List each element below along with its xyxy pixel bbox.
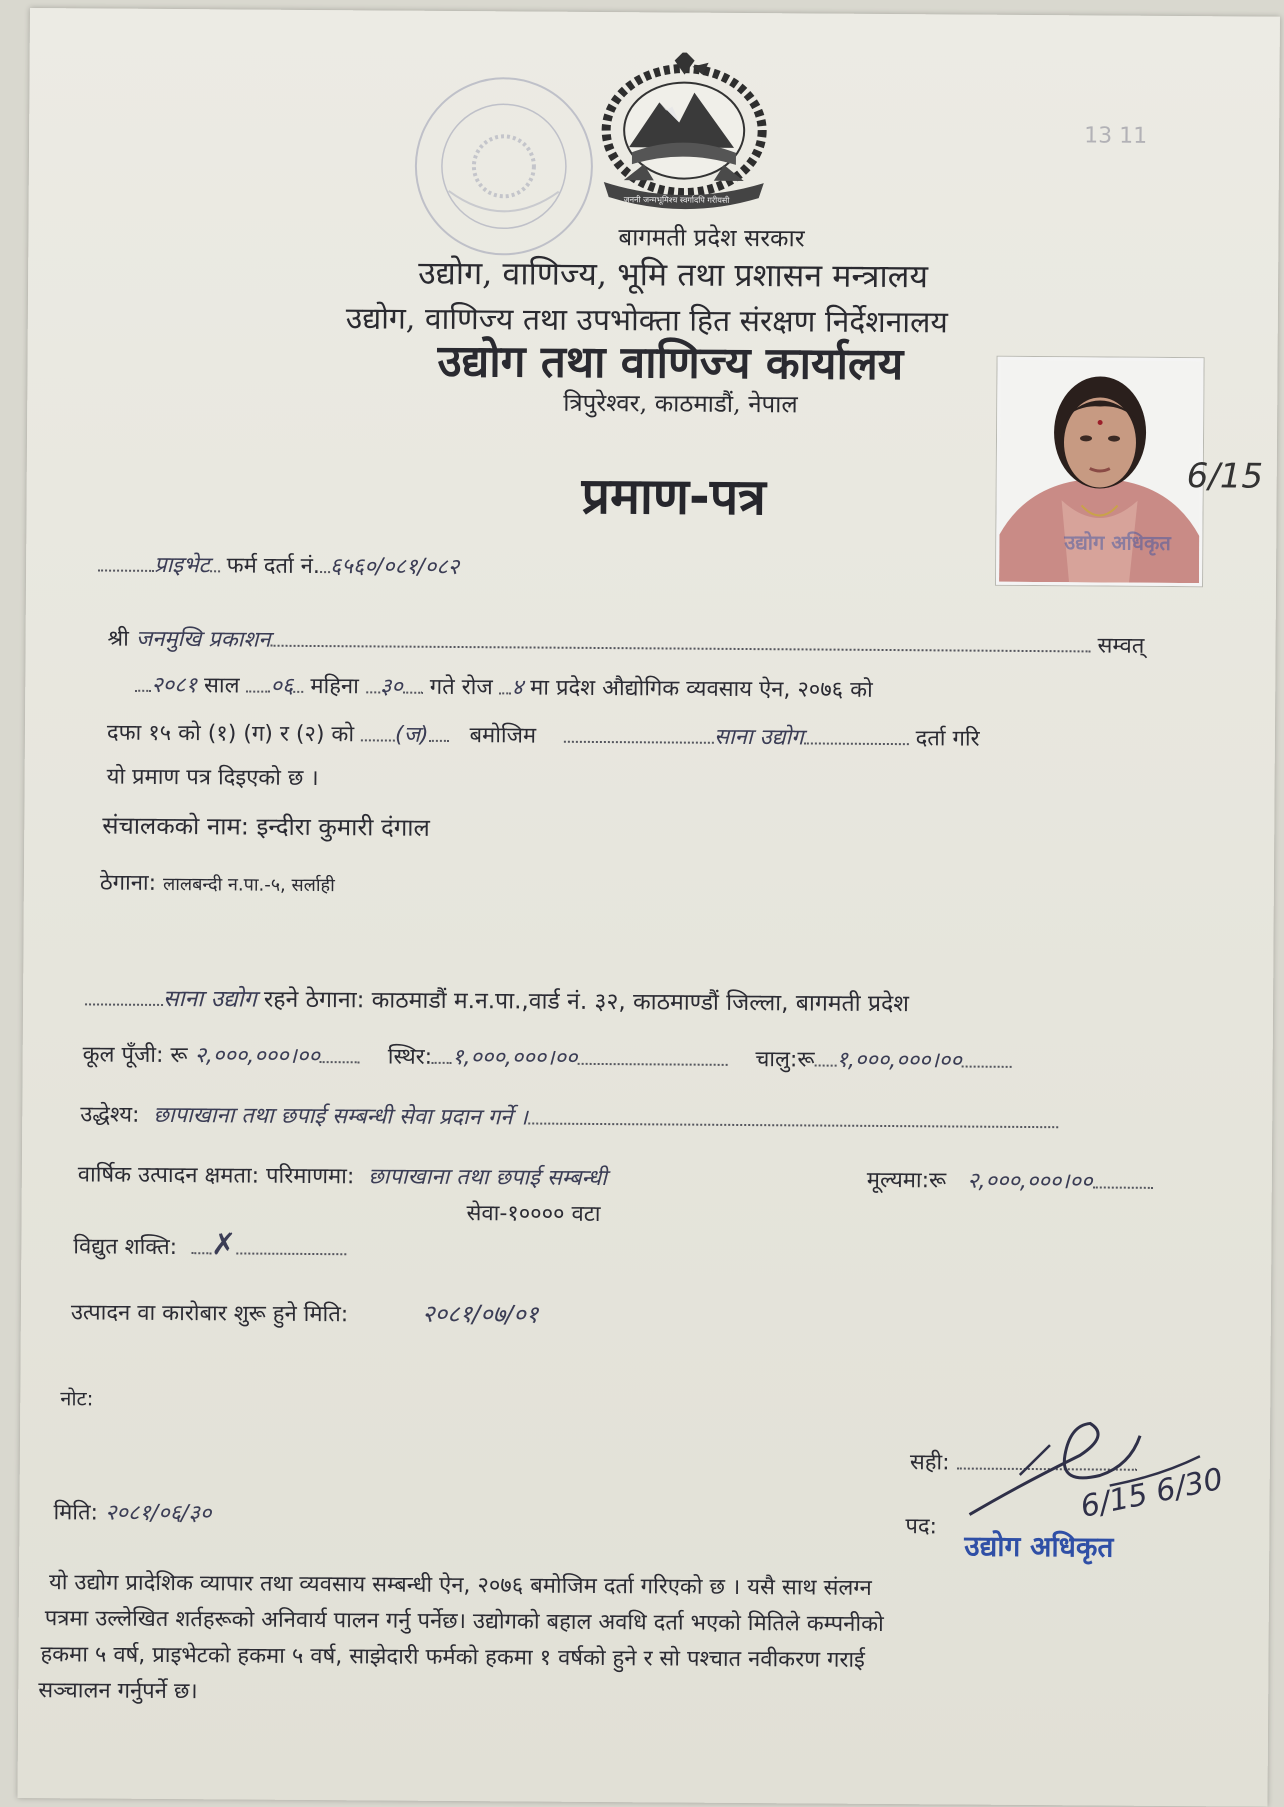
start-date-value: २०८१/०७/०१	[422, 1299, 539, 1329]
operator-address-label: ठेगाना:	[99, 870, 157, 896]
issue-line: यो प्रमाण पत्र दिइएको छ ।	[106, 764, 319, 792]
registration-label: फर्म दर्ता नं.	[226, 553, 321, 580]
firm-name: जनमुखि प्रकाशन	[135, 626, 271, 653]
location-line	[85, 980, 909, 1018]
weekday-value: ४	[511, 675, 524, 701]
industry-type: साना उद्योग	[714, 724, 804, 751]
registration-number: ६५६०/०८१/०८२	[329, 554, 460, 581]
emblem-motto: जननी जन्मभूमिश्च स्वर्गादपि गरीयसी	[623, 195, 730, 205]
issue-date-line	[53, 1496, 211, 1527]
office-seal	[408, 71, 599, 262]
objective-value: छापाखाना तथा छपाई सम्बन्धी सेवा प्रदान गर्ने ।	[153, 1102, 528, 1131]
footer-line-2: पत्रमा उल्लेखित शर्तहरूको अनिवार्य पालन गर्नु पर्नेछ। उद्योगको बहाल अवधि दर्ता भएको मितिले कम्पनीको	[44, 1606, 884, 1637]
operator-name-line	[102, 809, 430, 844]
nepal-emblem	[584, 52, 785, 223]
objective-line	[80, 1098, 1058, 1135]
darta-label: दर्ता गरि	[915, 726, 980, 752]
objective-label: उद्धेश्य:	[80, 1102, 140, 1128]
certificate-title: प्रमाण-पत्र	[581, 466, 767, 527]
firm-name-line	[108, 623, 1145, 660]
issue-date-value: २०८१/०६/३०	[104, 1500, 212, 1527]
location-address: काठमाडौं म.न.पा.,वार्ड नं. ३२, काठमाण्डौं जिल्ला, बागमती प्रदेश	[371, 987, 909, 1018]
operator-address: लालबन्दी न.पा.-५, सर्लाही	[162, 873, 335, 897]
office-name: उद्योग तथा वाणिज्य कार्यालय	[437, 335, 904, 391]
power-value: ✗	[210, 1227, 237, 1263]
office-address: त्रिपुरेश्वर, काठमाडौं, नेपाल	[563, 388, 798, 419]
footer-line-4: सञ्चालन गर्नुपर्ने छ।	[38, 1678, 198, 1705]
post-label: पद:	[905, 1514, 938, 1540]
capital-fixed-label: स्थिर:	[387, 1044, 433, 1070]
operator-name: इन्दीरा कुमारी दंगाल	[256, 812, 430, 842]
capacity-line	[78, 1158, 607, 1192]
location-industry-type: साना उद्योग	[162, 985, 257, 1013]
capital-line	[83, 1038, 1012, 1074]
power-label: विद्युत शक्ति:	[73, 1234, 178, 1261]
capacity-amount-group	[867, 1164, 1153, 1196]
month-value: ०६	[270, 673, 294, 699]
footer-line-1: यो उद्योग प्रादेशिक व्यापार तथा व्यवसाय सम्बन्धी ऐन, २०७६ बमोजिम दर्ता गरिएको छ । यसै साथ संलग्न	[48, 1570, 872, 1601]
registration-type: प्राइभेट	[154, 552, 210, 579]
issue-date-label: मिति:	[53, 1500, 99, 1526]
post-stamp: उद्योग अधिकृत	[964, 1529, 1114, 1564]
photo-initials: 6/15	[1186, 456, 1264, 497]
capacity-amount: २,०००,०००।००	[967, 1168, 1093, 1195]
operator-name-label: संचालकको नाम:	[102, 811, 250, 841]
top-right-mark: 13 11	[1084, 123, 1148, 149]
government-name: बागमती प्रदेश सरकार	[618, 223, 805, 253]
office-seal-icon	[408, 71, 599, 262]
post-line	[905, 1510, 937, 1540]
sign-label: सही:	[909, 1450, 950, 1476]
dafa-line	[107, 717, 980, 753]
ministry-name: उद्योग, वाणिज्य, भूमि तथा प्रशासन मन्त्रालय	[418, 253, 929, 296]
capital-total: २,०००,०००।००	[194, 1043, 320, 1070]
sign-date: 6/15 6/30	[1077, 1461, 1226, 1526]
operator-photo	[996, 357, 1204, 586]
registration-line	[98, 548, 459, 581]
capacity-label: वार्षिक उत्पादन क्षमता: परिमाणमा:	[77, 1162, 355, 1190]
capital-working: १,०००,०००।००	[836, 1047, 962, 1074]
year-value: २०८१	[151, 672, 198, 699]
shri-label: श्री	[107, 626, 129, 652]
location-label: रहने ठेगाना:	[263, 986, 365, 1014]
photo-stamp: उद्योग अधिकृत	[1064, 530, 1171, 555]
capacity-value-line1: छापाखाना तथा छपाई सम्बन्धी	[368, 1164, 607, 1192]
mahina-label: महिना	[310, 673, 359, 700]
day-value: ३०	[379, 674, 403, 700]
clause-value: (ज)	[394, 722, 429, 748]
capital-working-label: चालु:रू	[755, 1047, 815, 1073]
start-date-line	[71, 1294, 539, 1330]
footer-line-3: हकमा ५ वर्ष, प्राइभेटको हकमा ५ वर्ष, साझेदारी फर्मको हकमा १ वर्षको हुने र सो पश्चात नवीकरण गराई	[40, 1642, 865, 1673]
capital-total-label: कूल पूँजी: रू	[82, 1042, 188, 1069]
act-text: मा प्रदेश औद्योगिक व्यवसाय ऐन, २०७६ को	[530, 675, 873, 703]
operator-address-line	[100, 867, 335, 899]
power-line	[73, 1226, 346, 1263]
certificate-paper	[18, 8, 1280, 1807]
note-label: नोट:	[60, 1386, 94, 1411]
capacity-amount-label: मूल्यमा:रू	[866, 1167, 947, 1194]
directorate-name: उद्योग, वाणिज्य तथा उपभोक्ता हित संरक्षण निर्देशनालय	[345, 301, 948, 341]
capital-fixed: १,०००,०००।००	[452, 1044, 578, 1071]
saal-label: साल	[203, 673, 240, 699]
gate-label: गते रोज	[429, 674, 493, 701]
date-line	[135, 669, 873, 704]
dafa-text: दफा १५ को (१) (ग) र (२) को	[106, 720, 355, 748]
samvat-label: सम्वत्	[1097, 633, 1145, 659]
capacity-value-line2: सेवा-१०००० वटा	[466, 1201, 601, 1228]
start-date-label: उत्पादन वा कारोबार शुरू हुने मिति:	[70, 1300, 349, 1328]
bamojim-label: बमोजिम	[469, 723, 537, 749]
